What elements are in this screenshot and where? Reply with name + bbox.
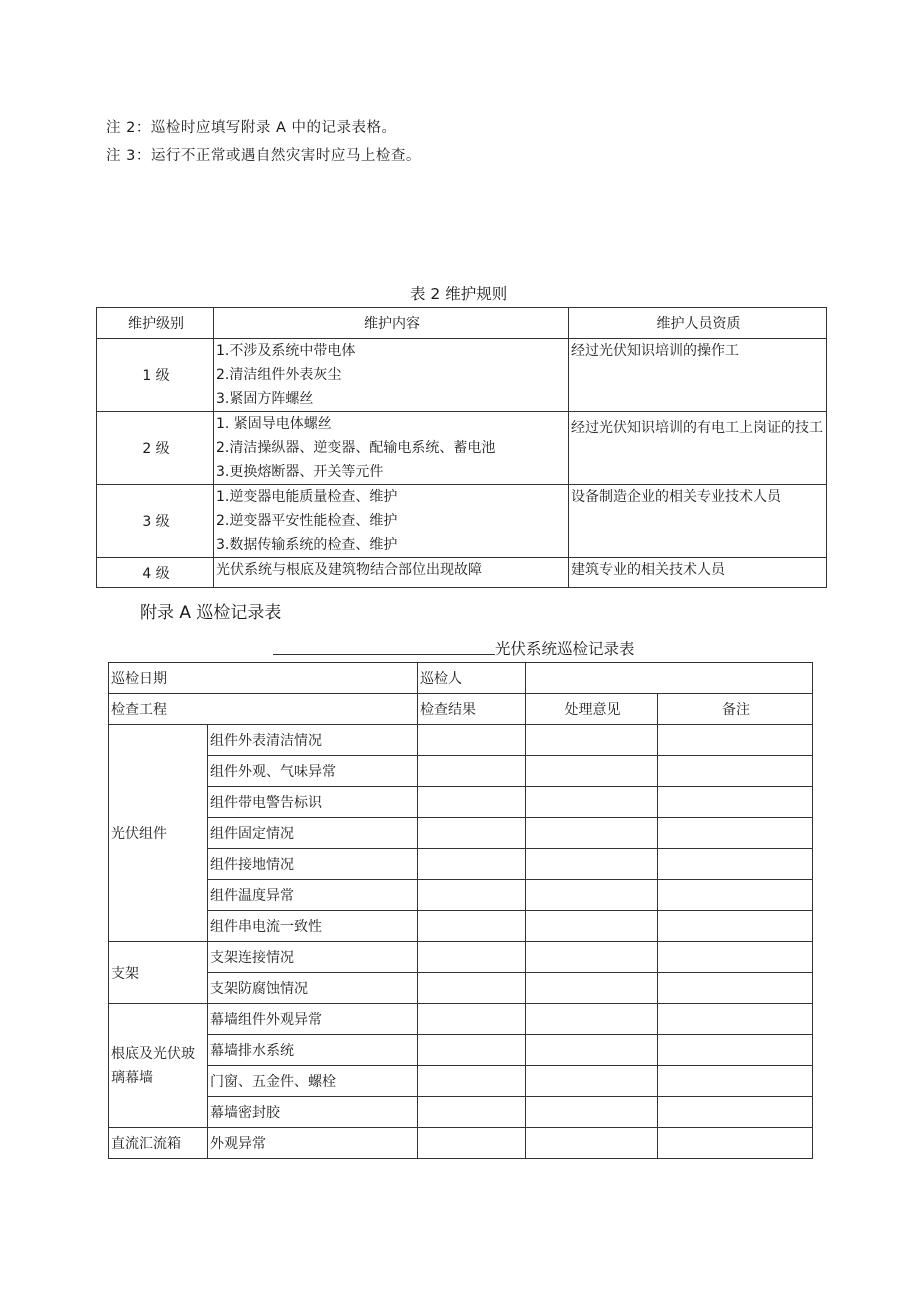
table-row	[109, 1066, 813, 1097]
check-item: 幕墙密封胶	[208, 1097, 418, 1128]
level-cell: 3 级	[97, 485, 214, 558]
content-item: 3.更换熔断器、开关等元件	[216, 464, 384, 480]
staff-cell: 经过光伏知识培训的有电工上岗证的技工	[569, 412, 827, 485]
table-row	[109, 725, 813, 756]
opinion-cell[interactable]	[526, 756, 658, 787]
opinion-cell[interactable]	[526, 1097, 658, 1128]
inspection-record-table	[108, 662, 813, 1159]
result-cell[interactable]	[418, 942, 526, 973]
table-row	[109, 694, 813, 725]
opinion-cell[interactable]	[526, 911, 658, 942]
check-item: 组件外观、气味异常	[208, 756, 418, 787]
opinion-header: 处理意见	[526, 694, 658, 725]
header-staff: 维护人员资质	[569, 308, 827, 339]
content-item: 1.逆变器电能质量检查、维护	[216, 489, 398, 505]
result-cell[interactable]	[418, 787, 526, 818]
content-item: 3.紧固方阵螺丝	[216, 391, 314, 407]
check-item: 组件带电警告标识	[208, 787, 418, 818]
check-item: 幕墙组件外观异常	[208, 1004, 418, 1035]
form-title-blank	[273, 654, 495, 655]
check-item: 支架防腐蚀情况	[208, 973, 418, 1004]
remark-cell[interactable]	[658, 1128, 813, 1159]
content-item: 1. 紧固导电体螺丝	[216, 416, 332, 432]
content-item: 3.数据传输系统的检查、维护	[216, 537, 398, 553]
table-header-row	[97, 308, 827, 339]
check-item: 幕墙排水系统	[208, 1035, 418, 1066]
table-row	[97, 412, 827, 485]
note-3: 注 3：运行不正常或遇自然灾害时应马上检查。	[106, 148, 421, 164]
content-item: 光伏系统与根底及建筑物结合部位出现故障	[216, 562, 482, 578]
table-row	[109, 756, 813, 787]
content-item: 2.清洁操纵器、逆变器、配输电系统、蓄电池	[216, 440, 496, 456]
content-item: 2.清洁组件外表灰尘	[216, 367, 342, 383]
opinion-cell[interactable]	[526, 942, 658, 973]
result-cell[interactable]	[418, 880, 526, 911]
table-row	[97, 339, 827, 412]
table-row	[109, 880, 813, 911]
opinion-cell[interactable]	[526, 880, 658, 911]
table2-caption: 表 2 维护规则	[410, 285, 508, 303]
opinion-cell[interactable]	[526, 1128, 658, 1159]
result-cell[interactable]	[418, 725, 526, 756]
result-cell[interactable]	[418, 1128, 526, 1159]
remark-cell[interactable]	[658, 911, 813, 942]
remark-cell[interactable]	[658, 1066, 813, 1097]
check-item: 组件外表清洁情况	[208, 725, 418, 756]
result-cell[interactable]	[418, 1035, 526, 1066]
inspector-value-cell[interactable]	[526, 663, 813, 694]
table-row	[109, 1004, 813, 1035]
staff-cell: 设备制造企业的相关专业技术人员	[569, 485, 827, 558]
form-title: 光伏系统巡检记录表	[495, 640, 635, 658]
content-cell	[214, 485, 569, 558]
remark-header: 备注	[658, 694, 813, 725]
content-item: 1.不涉及系统中带电体	[216, 343, 356, 359]
group-label: 支架	[109, 942, 208, 1004]
table-row	[109, 942, 813, 973]
note-2: 注 2：巡检时应填写附录 A 中的记录表格。	[106, 120, 397, 136]
result-cell[interactable]	[418, 849, 526, 880]
content-cell	[214, 339, 569, 412]
result-cell[interactable]	[418, 756, 526, 787]
remark-cell[interactable]	[658, 973, 813, 1004]
appendix-title: 附录 A 巡检记录表	[140, 603, 282, 623]
table-row	[109, 787, 813, 818]
remark-cell[interactable]	[658, 880, 813, 911]
result-cell[interactable]	[418, 911, 526, 942]
check-item: 外观异常	[208, 1128, 418, 1159]
opinion-cell[interactable]	[526, 1035, 658, 1066]
content-cell	[214, 412, 569, 485]
maintenance-rules-table	[96, 307, 827, 588]
check-item: 支架连接情况	[208, 942, 418, 973]
table-row	[109, 911, 813, 942]
result-cell[interactable]	[418, 1097, 526, 1128]
opinion-cell[interactable]	[526, 818, 658, 849]
check-item: 门窗、五金件、螺栓	[208, 1066, 418, 1097]
opinion-cell[interactable]	[526, 1004, 658, 1035]
table-row	[109, 663, 813, 694]
table-row	[97, 558, 827, 588]
result-cell[interactable]	[418, 973, 526, 1004]
date-label: 巡检日期	[109, 663, 418, 694]
table-row	[109, 849, 813, 880]
header-content: 维护内容	[214, 308, 569, 339]
remark-cell[interactable]	[658, 1097, 813, 1128]
level-cell: 1 级	[97, 339, 214, 412]
item-label: 检查工程	[109, 694, 418, 725]
result-cell[interactable]	[418, 818, 526, 849]
opinion-cell[interactable]	[526, 849, 658, 880]
level-cell: 4 级	[97, 558, 214, 588]
check-item: 组件温度异常	[208, 880, 418, 911]
check-item: 组件串电流一致性	[208, 911, 418, 942]
result-cell[interactable]	[418, 1004, 526, 1035]
group-label: 直流汇流箱	[109, 1128, 208, 1159]
opinion-cell[interactable]	[526, 725, 658, 756]
opinion-cell[interactable]	[526, 1066, 658, 1097]
level-cell: 2 级	[97, 412, 214, 485]
check-item: 组件固定情况	[208, 818, 418, 849]
result-header: 检查结果	[418, 694, 526, 725]
remark-cell[interactable]	[658, 849, 813, 880]
opinion-cell[interactable]	[526, 787, 658, 818]
table-row	[109, 1097, 813, 1128]
opinion-cell[interactable]	[526, 973, 658, 1004]
remark-cell[interactable]	[658, 818, 813, 849]
remark-cell[interactable]	[658, 756, 813, 787]
staff-cell: 经过光伏知识培训的操作工	[569, 339, 827, 412]
check-item: 组件接地情况	[208, 849, 418, 880]
remark-cell[interactable]	[658, 1004, 813, 1035]
table-row	[97, 485, 827, 558]
content-item: 2.逆变器平安性能检查、维护	[216, 513, 398, 529]
table-row	[109, 973, 813, 1004]
group-label: 根底及光伏玻璃幕墙	[109, 1004, 208, 1128]
inspector-label: 巡检人	[418, 663, 526, 694]
result-cell[interactable]	[418, 1066, 526, 1097]
group-label: 光伏组件	[109, 725, 208, 942]
remark-cell[interactable]	[658, 942, 813, 973]
remark-cell[interactable]	[658, 1035, 813, 1066]
staff-cell: 建筑专业的相关技术人员	[569, 558, 827, 588]
table-row	[109, 818, 813, 849]
table-row	[109, 1035, 813, 1066]
table-row	[109, 1128, 813, 1159]
remark-cell[interactable]	[658, 787, 813, 818]
header-level: 维护级别	[97, 308, 214, 339]
content-cell	[214, 558, 569, 588]
remark-cell[interactable]	[658, 725, 813, 756]
